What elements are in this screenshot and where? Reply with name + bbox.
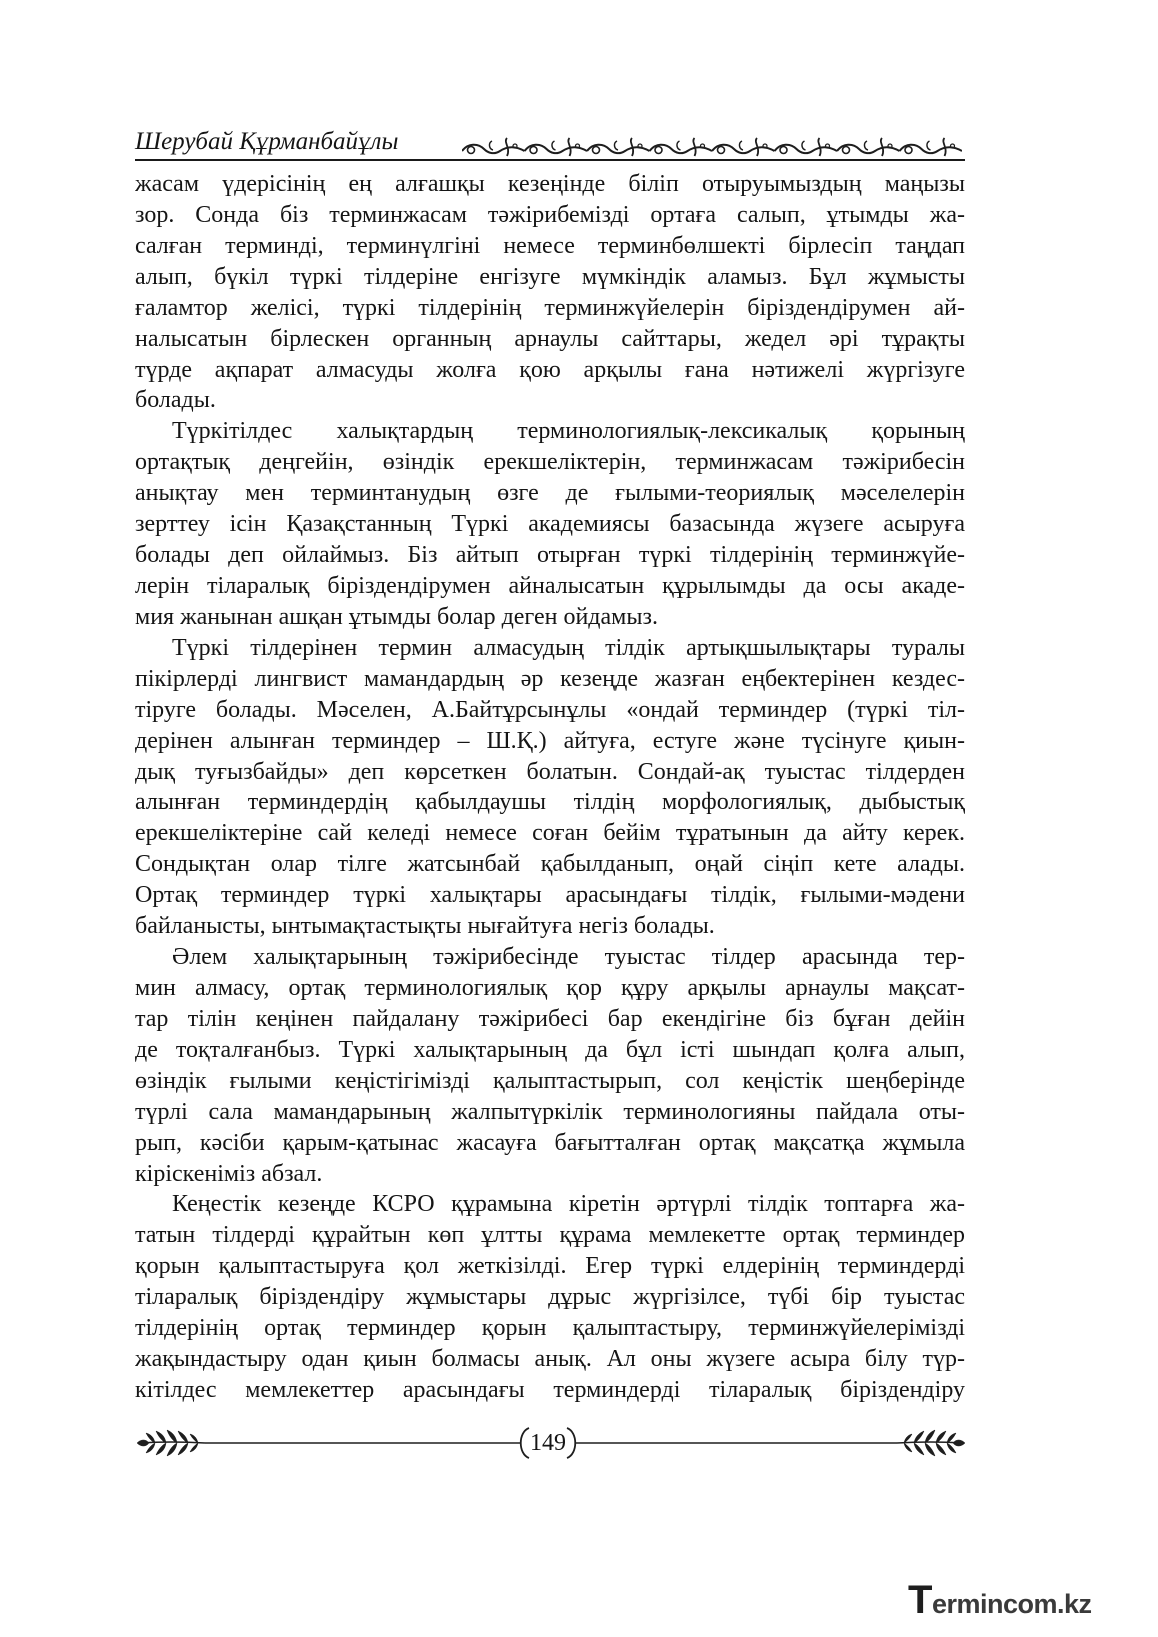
text-line: пікірлерді лингвист мамандардың әр кезеңде жазған еңбектерінен кездес- xyxy=(135,665,965,692)
text-line: налысатын бірлескен органның арнаулы сайттары, жедел әрі тұрақты xyxy=(135,325,965,352)
text-line: мин алмасу, ортақ терминологиялық қор құру арқылы арнаулы мақсат- xyxy=(135,974,965,1001)
paragraph xyxy=(135,942,965,1189)
header-rule xyxy=(135,159,965,161)
text-line: Кеңестік кезеңде КСРО құрамына кіретін әртүрлі тілдік топтарға жа- xyxy=(172,1191,965,1218)
site-logo: Termincom.kz xyxy=(908,1578,1092,1622)
text-line: дық туғызбайды» деп көрсеткен болатын. Сондай-ақ туыстас тілдерден xyxy=(135,758,965,785)
text-line: татын тілдерді құрайтын көп ұлтты құрама мемлекетте ортақ терминдер xyxy=(135,1222,965,1249)
text-line: кіріскеніміз абзал. xyxy=(135,1160,323,1187)
running-title: Шерубай Құрманбайұлы xyxy=(135,128,399,155)
text-line: алынған терминдердің қабылдаушы тілдің морфологиялық, дыбыстық xyxy=(135,789,965,816)
text-line: де тоқталғанбыз. Түркі халықтарының да бұл істі шындап қолға алып, xyxy=(135,1036,965,1063)
text-line: жасам үдерісінің ең алғашқы кезеңінде біліп отыруымыздың маңызы xyxy=(135,171,965,197)
text-line: ерекшеліктеріне сай келеді немесе соған бейім тұратынын да айту керек. xyxy=(135,820,965,847)
text-line: байланысты, ынтымақтастықты нығайтуға негіз болады. xyxy=(135,913,715,940)
text-line: түрлі сала мамандарының жалпытүркілік терминологияны пайдала оты- xyxy=(135,1098,965,1125)
text-line: өзіндік ғылыми кеңістігімізді қалыптастырып, сол кеңістік шеңберінде xyxy=(135,1067,965,1094)
text-line: ғаламтор желісі, түркі тілдерінің терминжүйелерін біріздендірумен ай- xyxy=(135,294,965,321)
text-line: лерін тіларалық біріздендірумен айналысатын құрылымды да осы акаде- xyxy=(135,572,965,599)
text-line: зор. Сонда біз терминжасам тәжірибемізді ортаға салып, ұтымды жа- xyxy=(135,201,965,228)
paragraph xyxy=(135,1189,965,1405)
text-line: кітілдес мемлекеттер арасындағы терминдерді тіларалық біріздендіру xyxy=(135,1376,965,1403)
scroll-ornament-icon xyxy=(462,132,967,162)
text-line: анықтау мен терминтанудың өзге де ғылыми-теориялық мәселелерін xyxy=(135,480,965,507)
paragraph xyxy=(135,633,965,942)
text-line: болады деп ойлаймыз. Біз айтып отырған түркі тілдерінің терминжүйе- xyxy=(135,542,965,569)
text-line: дерінен алынған терминдер – Ш.Қ.) айтуға, естуге және түсінуге қиын- xyxy=(135,727,965,754)
text-line: рып, кәсіби қарым-қатынас жасауға бағытталған ортақ мақсатқа жұмыла xyxy=(135,1129,965,1156)
text-line: тіларалық біріздендіру жұмыстары дұрыс жүргізілсе, түбі бір туыстас xyxy=(135,1284,965,1311)
text-line: тілдерінің ортақ терминдер қорын қалыптастыру, терминжүйелерімізді xyxy=(135,1315,965,1342)
text-line: Сондықтан олар тілге жатсынбай қабылданып, оңай сіңіп кете алады. xyxy=(135,851,965,878)
page-footer xyxy=(135,1424,967,1462)
text-line: ортақтық деңгейін, өзіндік ерекшеліктерін, терминжасам тәжірибесін xyxy=(135,449,965,476)
text-line: тар тілін кеңінен пайдалану тәжірибесі бар екендігіне біз бұған дейін xyxy=(135,1005,965,1032)
body-text xyxy=(135,169,965,1406)
paragraph xyxy=(135,169,965,416)
text-line: қорын қалыптастыруға қол жеткізілді. Егер түркі елдерінің терминдерді xyxy=(135,1253,965,1280)
text-line: Ортақ терминдер түркі халықтары арасындағы тілдік, ғылыми-мәдени xyxy=(135,882,965,909)
text-line: түрде ақпарат алмасуды жолға қою арқылы ғана нәтижелі жүргізуге xyxy=(135,356,965,383)
text-line: тіруге болады. Мәселен, А.Байтұрсынұлы «ондай терминдер (түркі тіл- xyxy=(135,696,965,723)
text-line: болады. xyxy=(135,387,216,414)
text-line: мия жанынан ашқан ұтымды болар деген ойдамыз. xyxy=(135,603,658,630)
text-line: жақындастыру одан қиын болмасы анық. Ал оны жүзеге асыра білу түр- xyxy=(135,1346,965,1373)
page-number: 149 xyxy=(530,1430,566,1456)
text-line: салған терминді, терминүлгіні немесе терминбөлшекті бірлесіп таңдап xyxy=(135,232,965,259)
paragraph xyxy=(135,416,965,632)
leaf-right-icon xyxy=(897,1430,965,1456)
text-line: Түркі тілдерінен термин алмасудың тілдік артықшылықтары туралы xyxy=(172,634,965,661)
text-line: Әлем халықтарының тәжірибесінде туыстас тілдер арасында тер- xyxy=(172,944,965,971)
leaf-left-icon xyxy=(137,1430,205,1456)
bracket-right-icon xyxy=(567,1428,575,1458)
text-line: алып, бүкіл түркі тілдеріне енгізуге мүмкіндік аламыз. Бұл жұмысты xyxy=(135,263,965,290)
text-line: зерттеу ісін Қазақстанның Түркі академиясы базасында жүзеге асыруға xyxy=(135,511,965,538)
text-line: Түркітілдес халықтардың терминологиялық-лексикалық қорының xyxy=(172,418,965,445)
